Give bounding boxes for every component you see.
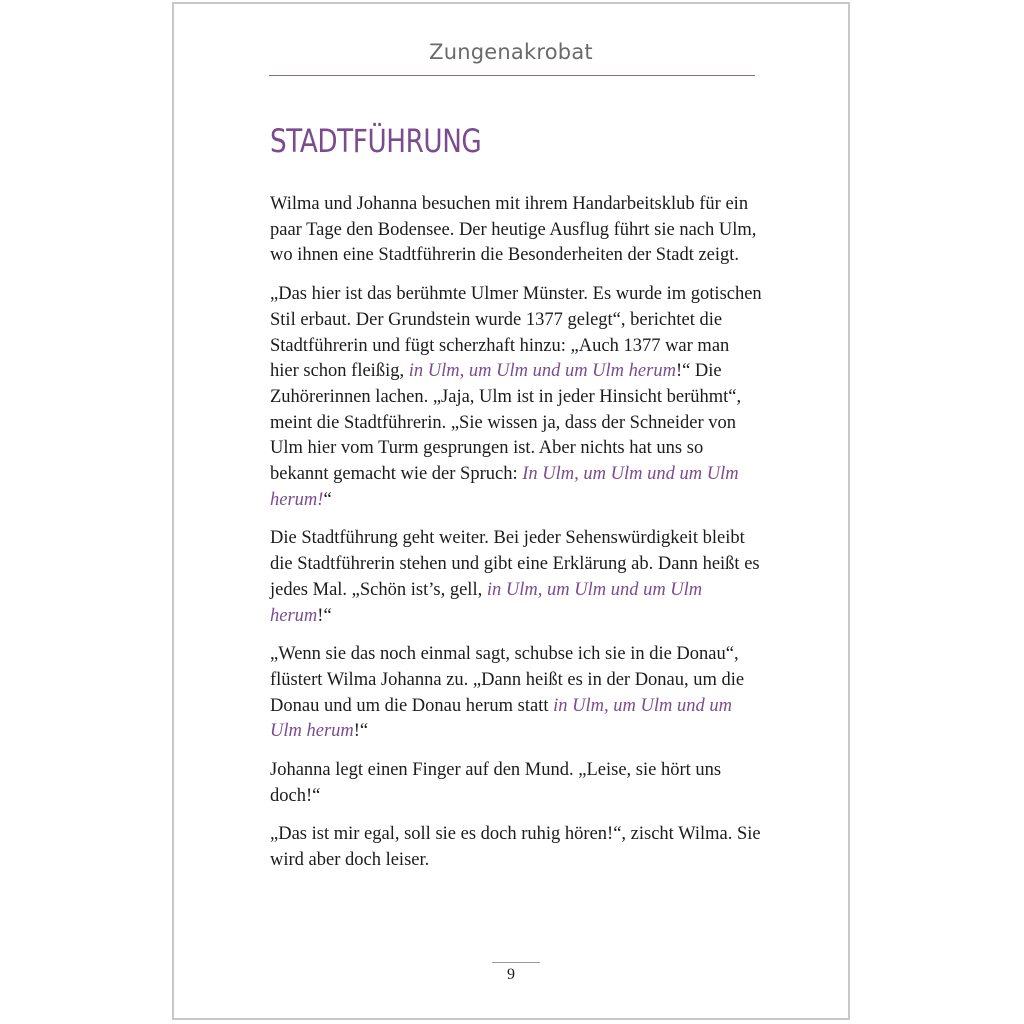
emphasis-phrase: in Ulm, um Ulm und um Ulm herum	[270, 579, 703, 626]
paragraph-2	[270, 282, 762, 513]
text-segment: „Wenn sie das noch einmal sagt, schubse ich sie in die Donau“, flüstert Wilma Johanna zu. „Dann heißt es in der Donau, um die Donau und um die Donau herum statt	[270, 644, 745, 716]
paragraph-3	[270, 526, 762, 629]
text-segment: !“	[317, 605, 332, 626]
chapter-title: STADTFÜHRUNG	[270, 122, 482, 160]
text-segment: !“	[353, 721, 369, 742]
paragraph-5	[270, 758, 762, 809]
running-header: Zungenakrobat	[429, 40, 593, 64]
paragraph-1	[270, 192, 762, 269]
header-rule	[269, 75, 755, 76]
text-segment: Die Stadtführung geht weiter. Bei jeder Sehenswürdigkeit bleibt die Stadtführerin stehen und gibt eine Erklärung ab. Dann heißt es jedes Mal. „Schön ist’s, gell,	[270, 528, 760, 600]
book-page	[172, 2, 850, 1020]
paragraph-6	[270, 822, 762, 873]
emphasis-phrase: In Ulm, um Ulm und um Ulm herum!	[270, 464, 739, 510]
page-number: 9	[507, 966, 515, 983]
text-segment: „Das ist mir egal, soll sie es doch ruhig hören!“, zischt Wilma. Sie wird aber doch leiser.	[270, 824, 761, 871]
paragraph-4	[270, 642, 762, 745]
text-segment: Wilma und Johanna besuchen mit ihrem Handarbeitsklub für ein paar Tage den Bodensee. Der heutige Ausflug führt sie nach Ulm, wo ihnen eine Stadtführerin die Besonderheiten der Stadt zeigt.	[270, 194, 757, 266]
text-segment: „Das hier ist das berühmte Ulmer Münster. Es wurde im gotischen Stil erbaut. Der Grundstein wurde 1377 gelegt“, berichtet die Stadtführerin und fügt scherzhaft hinzu: „Auch 1377 war man hier schon fleißig,	[270, 284, 762, 382]
text-segment: Johanna legt einen Finger auf den Mund. „Leise, sie hört uns doch!“	[270, 760, 722, 806]
emphasis-phrase: in Ulm, um Ulm und um Ulm herum	[408, 361, 676, 382]
body-text	[270, 192, 762, 887]
footer-rule	[492, 962, 540, 963]
emphasis-phrase: in Ulm, um Ulm und um Ulm herum	[270, 695, 732, 742]
text-segment: “	[323, 489, 332, 510]
text-segment: !“ Die Zuhörerinnen lachen. „Jaja, Ulm ist in jeder Hinsicht berühmt“, meint die Stadtführerin. „Sie wissen ja, dass der Schneider von Ulm hier vom Turm gesprungen ist. Aber nichts hat uns so bekannt gemacht wie der Spruch:	[270, 361, 742, 485]
